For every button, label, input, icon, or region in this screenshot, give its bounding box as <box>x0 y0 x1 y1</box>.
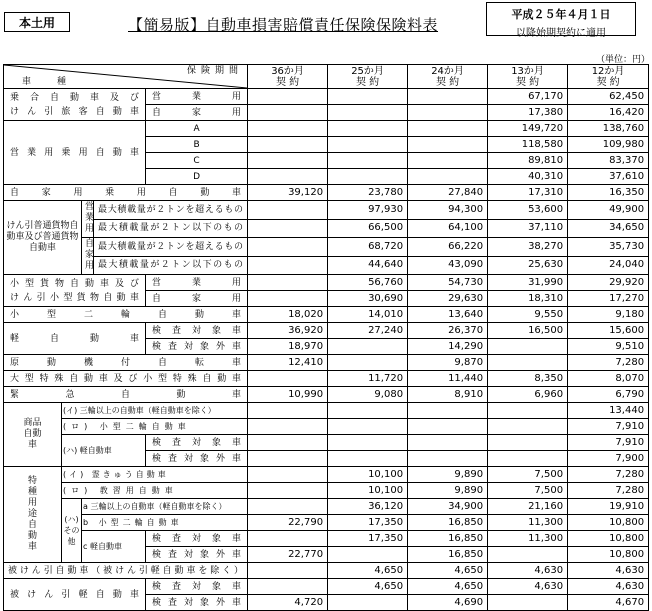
rate-cell: 26,370 <box>408 323 488 339</box>
rate-cell: 7,500 <box>488 483 568 499</box>
rate-cell <box>248 256 328 275</box>
rate-cell: 9,890 <box>408 467 488 483</box>
rate-cell: 10,100 <box>328 483 408 499</box>
rate-cell: 17,310 <box>488 185 568 201</box>
sub-label: (イ) 霊きゅう自動車 <box>62 467 248 483</box>
rate-cell: 37,110 <box>488 219 568 238</box>
table-row <box>4 89 649 105</box>
rate-cell: 8,910 <box>408 387 488 403</box>
page-title: 【簡易版】自動車損害賠償責任保険保険料表 <box>128 16 439 34</box>
rate-cell: 11,720 <box>328 371 408 387</box>
rate-cell <box>248 89 328 105</box>
rate-cell <box>408 435 488 451</box>
rate-cell: 11,300 <box>488 531 568 547</box>
sub-label: 検査対象車 <box>146 323 248 339</box>
rate-cell <box>488 339 568 355</box>
rate-cell: 4,630 <box>568 563 649 579</box>
sub-label: (ロ) 教習用自動車 <box>62 483 248 499</box>
rate-cell <box>488 595 568 611</box>
rate-cell <box>408 153 488 169</box>
rate-cell: 22,770 <box>248 547 328 563</box>
sub-label: 検査対象外車 <box>146 547 248 563</box>
table-row <box>4 531 649 547</box>
rate-cell: 39,120 <box>248 185 328 201</box>
table-row <box>4 483 649 499</box>
col-12-months: 12か月 契 約 <box>568 65 649 89</box>
rate-cell <box>328 355 408 371</box>
rate-cell: 68,720 <box>328 238 408 257</box>
rate-cell: 53,600 <box>488 201 568 220</box>
rate-cell <box>248 451 328 467</box>
rate-cell <box>328 403 408 419</box>
rate-cell <box>488 355 568 371</box>
sub-label: 最大積載量が２トン以下のもの <box>94 256 248 275</box>
table-row <box>4 219 649 238</box>
sub-label: (ハ)その他 <box>62 499 82 563</box>
rate-cell: 4,720 <box>248 595 328 611</box>
rate-cell <box>248 291 328 307</box>
sub-label: b 小型二輪自動車 <box>82 515 248 531</box>
rate-cell: 30,690 <box>328 291 408 307</box>
rate-cell: 7,500 <box>488 467 568 483</box>
rate-cell: 7,280 <box>568 355 649 371</box>
rate-cell <box>408 169 488 185</box>
rate-cell: 4,650 <box>408 563 488 579</box>
corner-header <box>4 65 248 89</box>
rate-cell <box>408 89 488 105</box>
rate-cell <box>248 403 328 419</box>
rate-cell: 67,170 <box>488 89 568 105</box>
sub-label: A <box>146 121 248 137</box>
sub-label: 検査対象外車 <box>146 595 248 611</box>
table-row <box>4 275 649 291</box>
table-row <box>4 256 649 275</box>
sub-label: 検査対象車 <box>146 435 248 451</box>
rate-cell: 49,900 <box>568 201 649 220</box>
region-tag: 本土用 <box>4 12 70 32</box>
rate-cell <box>488 435 568 451</box>
table-row <box>4 307 649 323</box>
rate-cell: 9,180 <box>568 307 649 323</box>
table-row <box>4 419 649 435</box>
rate-cell: 27,840 <box>408 185 488 201</box>
rate-cell: 19,910 <box>568 499 649 515</box>
rate-cell <box>408 137 488 153</box>
rate-cell: 16,350 <box>568 185 649 201</box>
row-label: 小型二輪自動車 <box>4 307 248 323</box>
rate-cell: 138,760 <box>568 121 649 137</box>
rate-cell: 15,600 <box>568 323 649 339</box>
rate-cell: 16,850 <box>408 547 488 563</box>
row-label: 商品自動車 <box>4 403 62 467</box>
rate-cell <box>328 137 408 153</box>
rate-cell <box>488 451 568 467</box>
rate-cell: 38,270 <box>488 238 568 257</box>
row-label: 自家用乗用自動車 <box>4 185 248 201</box>
rate-cell: 62,450 <box>568 89 649 105</box>
table-row <box>4 371 649 387</box>
rate-cell: 66,500 <box>328 219 408 238</box>
sub-label: B <box>146 137 248 153</box>
rate-cell: 8,350 <box>488 371 568 387</box>
sub-label: 検査対象外車 <box>146 451 248 467</box>
rate-cell: 34,650 <box>568 219 649 238</box>
priv-vertical-label <box>82 238 94 275</box>
rate-cell <box>248 219 328 238</box>
rate-cell: 29,920 <box>568 275 649 291</box>
rate-cell: 4,650 <box>408 579 488 595</box>
rate-cell: 11,300 <box>488 515 568 531</box>
rate-cell: 4,630 <box>488 563 568 579</box>
row-label: 小型貨物自動車及び けん引小型貨物自動車 <box>4 275 146 307</box>
biz-vertical-text: 営業用 <box>83 201 93 234</box>
table-row <box>4 563 649 579</box>
rate-cell: 8,070 <box>568 371 649 387</box>
rate-cell <box>328 105 408 121</box>
sub-label: 自家用 <box>146 291 248 307</box>
rate-cell: 37,610 <box>568 169 649 185</box>
corner-type-label: 車種 <box>22 77 93 87</box>
rate-cell <box>328 547 408 563</box>
rate-cell: 10,100 <box>328 467 408 483</box>
rate-cell: 13,640 <box>408 307 488 323</box>
rate-cell: 18,310 <box>488 291 568 307</box>
rate-cell: 44,640 <box>328 256 408 275</box>
rate-cell <box>488 547 568 563</box>
col-36-months: 36か月 契 約 <box>248 65 328 89</box>
rate-cell: 43,090 <box>408 256 488 275</box>
rate-cell: 4,630 <box>488 579 568 595</box>
rate-cell: 10,800 <box>568 531 649 547</box>
row-label: 被けん引自動車（被けん引軽自動車を除く） <box>4 563 248 579</box>
sub-label: (ロ) 小型二輪自動車 <box>62 419 248 435</box>
rate-cell <box>248 121 328 137</box>
rate-cell <box>408 121 488 137</box>
rate-cell: 149,720 <box>488 121 568 137</box>
rate-cell <box>248 483 328 499</box>
biz-vertical-label <box>82 201 94 238</box>
rate-cell: 4,690 <box>408 595 488 611</box>
rate-cell <box>248 563 328 579</box>
rate-cell: 21,160 <box>488 499 568 515</box>
sub-label: D <box>146 169 248 185</box>
sub-label: 最大積載量が２トン以下のもの <box>94 219 248 238</box>
rate-cell <box>248 419 328 435</box>
table-row <box>4 387 649 403</box>
effective-date-note: 以降始期契約に適用 <box>516 28 606 39</box>
sub-label: (ハ) 軽自動車 <box>62 435 146 467</box>
rate-cell: 17,350 <box>328 531 408 547</box>
table-row <box>4 355 649 371</box>
rate-cell: 14,290 <box>408 339 488 355</box>
rate-cell: 36,120 <box>328 499 408 515</box>
table-row <box>4 185 649 201</box>
header-row <box>4 65 649 89</box>
table-row <box>4 201 649 220</box>
rate-cell <box>328 121 408 137</box>
rate-cell: 22,790 <box>248 515 328 531</box>
rate-cell: 24,040 <box>568 256 649 275</box>
rate-cell <box>328 169 408 185</box>
rate-cell: 118,580 <box>488 137 568 153</box>
rate-cell: 4,670 <box>568 595 649 611</box>
rate-cell: 34,900 <box>408 499 488 515</box>
rate-cell <box>408 403 488 419</box>
rate-cell: 12,410 <box>248 355 328 371</box>
rate-cell: 35,730 <box>568 238 649 257</box>
rate-cell: 83,370 <box>568 153 649 169</box>
effective-date-box <box>486 2 636 39</box>
rate-cell: 16,850 <box>408 515 488 531</box>
sub-label: 自家用 <box>146 105 248 121</box>
rate-cell <box>328 419 408 435</box>
rate-cell: 10,990 <box>248 387 328 403</box>
rate-cell: 18,970 <box>248 339 328 355</box>
rate-cell <box>248 201 328 220</box>
rate-cell <box>248 238 328 257</box>
sub-label: (イ) 三輪以上の自動車（軽自動車を除く） <box>62 403 248 419</box>
sub-label: 検査対象車 <box>146 531 248 547</box>
rate-cell <box>248 435 328 451</box>
rate-cell <box>248 371 328 387</box>
rate-cell <box>328 595 408 611</box>
rate-cell: 9,080 <box>328 387 408 403</box>
rate-cell: 9,870 <box>408 355 488 371</box>
rate-cell <box>248 579 328 595</box>
row-label: 被けん引軽自動車 <box>4 579 146 611</box>
row-label: 大型特殊自動車及び小型特殊自動車 <box>4 371 248 387</box>
rate-cell: 7,280 <box>568 467 649 483</box>
corner-period-label: 保険期間 <box>187 66 244 76</box>
rate-cell <box>248 275 328 291</box>
rate-cell: 17,380 <box>488 105 568 121</box>
row-label: 原動機付自転車 <box>4 355 248 371</box>
rate-cell: 89,810 <box>488 153 568 169</box>
col-24-months: 24か月 契 約 <box>408 65 488 89</box>
table-row <box>4 238 649 257</box>
rate-cell: 7,280 <box>568 483 649 499</box>
row-label: 緊急自動車 <box>4 387 248 403</box>
row-label: 軽自動車 <box>4 323 146 355</box>
rate-cell: 17,350 <box>328 515 408 531</box>
table-row <box>4 515 649 531</box>
rate-cell: 16,850 <box>408 531 488 547</box>
sub-label: 検査対象車 <box>146 579 248 595</box>
rate-cell: 13,440 <box>568 403 649 419</box>
rate-cell <box>408 419 488 435</box>
row-label: けん引普通貨物自動車及び普通貨物自動車 <box>4 201 82 275</box>
sub-label: 最大積載量が２トンを超えるもの <box>94 201 248 220</box>
rate-cell: 18,020 <box>248 307 328 323</box>
rate-cell: 4,650 <box>328 579 408 595</box>
col-25-months: 25か月 契 約 <box>328 65 408 89</box>
sub-label: 検査対象外車 <box>146 339 248 355</box>
row-label: 営業用乗用自動車 <box>4 121 146 185</box>
table-row <box>4 467 649 483</box>
sub-label: 営業用 <box>146 275 248 291</box>
rate-cell: 17,270 <box>568 291 649 307</box>
rate-cell: 9,510 <box>568 339 649 355</box>
rate-cell: 66,220 <box>408 238 488 257</box>
rate-cell <box>408 451 488 467</box>
table-row <box>4 121 649 137</box>
rate-cell <box>248 169 328 185</box>
rate-cell <box>488 419 568 435</box>
rate-cell <box>248 467 328 483</box>
rate-cell: 14,010 <box>328 307 408 323</box>
rate-cell: 97,930 <box>328 201 408 220</box>
rate-cell: 7,910 <box>568 435 649 451</box>
table-row <box>4 499 649 515</box>
rate-cell: 4,650 <box>328 563 408 579</box>
sub-label: c 軽自動車 <box>82 531 146 563</box>
rate-cell: 29,630 <box>408 291 488 307</box>
rate-cell <box>248 153 328 169</box>
rate-cell: 40,310 <box>488 169 568 185</box>
rate-cell: 6,960 <box>488 387 568 403</box>
table-row <box>4 435 649 451</box>
col-13-months: 13か月 契 約 <box>488 65 568 89</box>
rate-cell <box>248 105 328 121</box>
rate-cell: 25,630 <box>488 256 568 275</box>
sub-label: a 三輪以上の自動車（軽自動車を除く） <box>82 499 248 515</box>
rate-cell: 11,440 <box>408 371 488 387</box>
unit-note: （単位：円） <box>596 55 651 65</box>
rate-cell <box>328 451 408 467</box>
rate-cell: 10,800 <box>568 515 649 531</box>
rate-cell: 94,300 <box>408 201 488 220</box>
rate-cell <box>328 153 408 169</box>
effective-date: 平成２５年４月１日 <box>511 8 611 21</box>
row-label: 特種用途自動車 <box>4 467 62 563</box>
rate-cell <box>328 339 408 355</box>
rate-cell: 7,910 <box>568 419 649 435</box>
sub-label: C <box>146 153 248 169</box>
rate-cell: 16,420 <box>568 105 649 121</box>
sub-label: 営業用 <box>146 89 248 105</box>
rate-cell <box>408 105 488 121</box>
rate-cell: 10,800 <box>568 547 649 563</box>
row-label: 乗合自動車及び けん引旅客自動車 <box>4 89 146 121</box>
rate-cell: 27,240 <box>328 323 408 339</box>
rate-cell <box>488 403 568 419</box>
rate-cell: 6,790 <box>568 387 649 403</box>
table-row <box>4 403 649 419</box>
sub-label: 最大積載量が２トンを超えるもの <box>94 238 248 257</box>
rate-cell: 4,630 <box>568 579 649 595</box>
rate-cell: 9,550 <box>488 307 568 323</box>
rate-cell <box>248 137 328 153</box>
rate-cell: 31,990 <box>488 275 568 291</box>
premium-table <box>3 64 649 611</box>
rate-cell: 56,760 <box>328 275 408 291</box>
table-row <box>4 579 649 595</box>
priv-vertical-text: 自家用 <box>83 238 93 271</box>
rate-cell: 7,900 <box>568 451 649 467</box>
rate-cell: 23,780 <box>328 185 408 201</box>
rate-cell: 109,980 <box>568 137 649 153</box>
rate-cell <box>248 531 328 547</box>
rate-cell <box>248 499 328 515</box>
rate-cell: 54,730 <box>408 275 488 291</box>
rate-cell <box>328 435 408 451</box>
rate-cell: 16,500 <box>488 323 568 339</box>
rate-cell: 64,100 <box>408 219 488 238</box>
rate-cell: 9,890 <box>408 483 488 499</box>
rate-cell <box>328 89 408 105</box>
table-row <box>4 323 649 339</box>
rate-cell: 36,920 <box>248 323 328 339</box>
